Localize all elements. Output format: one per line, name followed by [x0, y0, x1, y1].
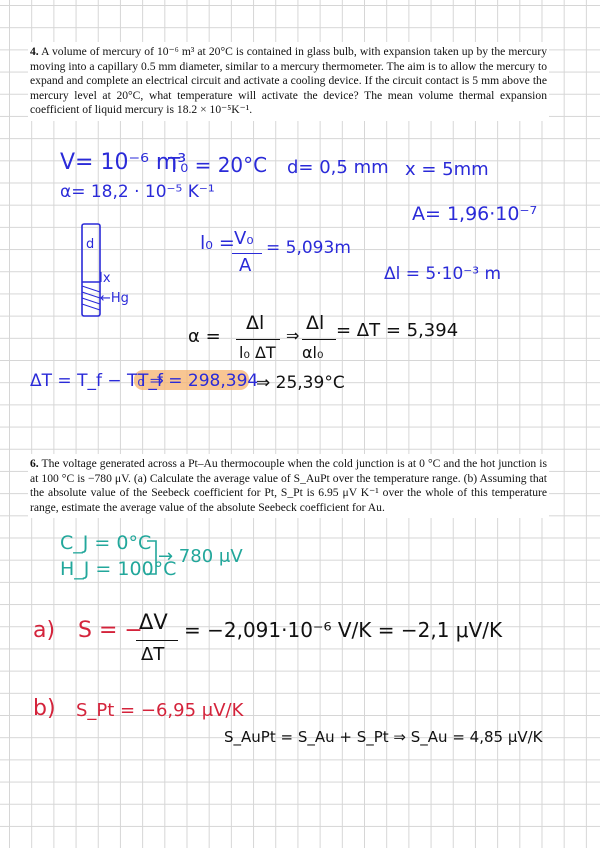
note-contact-height: x = 5mm — [405, 159, 489, 180]
sketch-label-d: d — [86, 237, 95, 252]
note-diameter: d= 0,5 mm — [287, 157, 389, 178]
alpha-numerator: Δl — [246, 312, 265, 334]
note-seebeck-lhs: S = − — [78, 618, 143, 643]
problem-6-text-block — [28, 454, 549, 518]
note-cold-junction: C_J = 0°C — [60, 532, 152, 554]
note-dl-fraction — [302, 312, 336, 368]
problem-6-number: 6. — [30, 457, 39, 470]
sketch-label-hg: ←Hg — [100, 291, 129, 306]
note-seebeck-au: S_AuPt = S_Au + S_Pt ⇒ S_Au = 4,85 μV/K — [224, 728, 543, 746]
alpha-denominator: l₀ ΔT — [239, 343, 276, 362]
problem-4-statement: A volume of mercury of 10⁻⁶ m³ at 20°C is contained in glass bulb, with expansion taken up by the mercury moving into a capillary 0.5 mm diameter, similar to a mercury thermometer. The aim is to allow the mercury to expand and complete an electrical circuit and activate a cooling device. If the circuit contact is 5 mm above the mercury level at 20°C, what temperature will activate the device? The mean volume thermal expansion coefficient of liquid mercury is 18.2 × 10⁻⁵K⁻¹. — [30, 45, 548, 117]
problem-6-statement: The voltage generated across a Pt–Au thermocouple when the cold junction is at 0 °C and the hot junction is at 100 °C is −780 μV. (a) Calculate the average value of S_AuPt over the temperature range. (b) Assuming that the absolute value of the Seebeck coefficient for Pt, S_Pt is 6.95 μV K⁻¹ over the whole of this temperature range, estimate the average value of the absolute Seebeck coefficient for Au. — [30, 457, 547, 514]
note-volume: V= 10⁻⁶ m³ — [60, 150, 187, 175]
note-seebeck-result: = −2,091·10⁻⁶ V/K = −2,1 μV/K — [184, 618, 503, 642]
note-seebeck-pt: S_Pt = −6,95 μV/K — [76, 700, 244, 721]
alpha-fraction-bar — [236, 339, 280, 340]
note-alpha-fraction — [236, 312, 280, 368]
seebeck-fraction-bar — [136, 640, 178, 641]
dl-fraction-bar — [302, 339, 336, 340]
seebeck-denominator: ΔT — [141, 644, 165, 665]
dl-denominator: αl₀ — [302, 343, 324, 362]
part-a-label: a) — [33, 618, 56, 643]
note-l0-fraction — [232, 226, 262, 276]
problem-4-number: 4. — [30, 45, 39, 58]
note-alpha: α= 18,2 · 10⁻⁵ K⁻¹ — [60, 182, 215, 202]
note-implies-1: ⇒ — [286, 326, 300, 345]
note-area: A= 1,96·10⁻⁷ — [412, 203, 538, 225]
problem-4-text-block — [28, 42, 549, 121]
junction-bracket — [146, 540, 158, 576]
note-final-lhs: ΔT = T_f − T₀ ⇒ — [30, 371, 164, 391]
seebeck-numerator: ΔV — [139, 610, 168, 634]
note-final-temp-highlighted: T_f = 298,394 — [138, 371, 259, 391]
note-voltage: → 780 μV — [158, 546, 243, 567]
note-final-celsius: ⇒ 25,39°C — [256, 373, 345, 393]
note-seebeck-fraction — [136, 610, 178, 668]
note-hot-junction: H_J = 100°C — [60, 558, 177, 580]
note-delta-t-result: = ΔT = 5,394 — [336, 320, 459, 341]
l0-fraction-bar — [232, 253, 262, 254]
l0-denominator: A — [239, 255, 252, 276]
note-l0-result: = 5,093m — [266, 238, 351, 258]
note-alpha-eq-lhs: α = — [188, 326, 221, 347]
part-b-label: b) — [33, 696, 56, 721]
note-initial-temp: T₀ = 20°C — [168, 153, 268, 177]
note-delta-l: Δl = 5·10⁻³ m — [384, 264, 502, 284]
note-l0-lhs: l₀ = — [200, 232, 235, 254]
sketch-label-ix: Ix — [99, 271, 111, 286]
l0-numerator: V₀ — [234, 228, 254, 249]
dl-numerator: Δl — [306, 312, 325, 334]
